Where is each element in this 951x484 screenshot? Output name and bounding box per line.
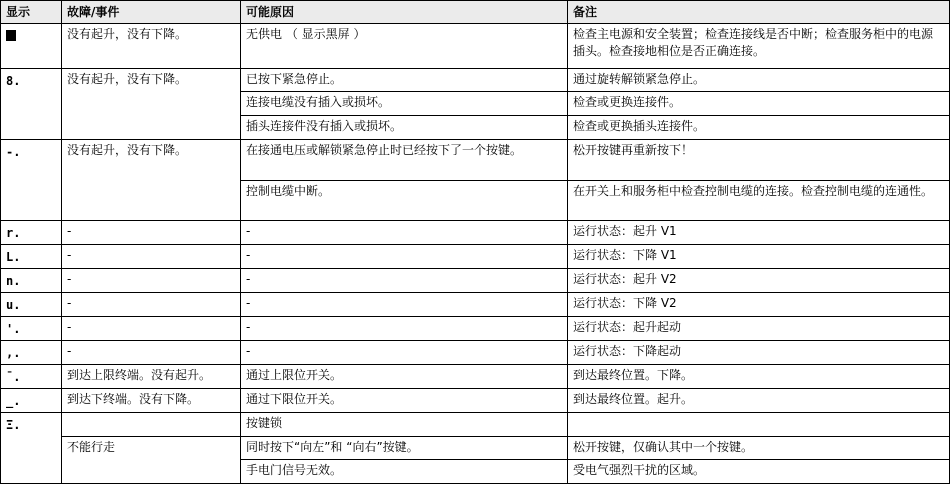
cause-cell: 同时按下“向左”和 “向右”按键。 [241, 437, 568, 460]
cause-cell: - [241, 221, 568, 245]
display-cell [1, 269, 62, 293]
display-symbol: ¯. [6, 370, 21, 384]
event-cell: - [62, 221, 241, 245]
event-cell: - [62, 293, 241, 317]
display-cell [1, 341, 62, 365]
note-cell: 运行状态：下降 V1 [568, 245, 950, 269]
table-row [1, 24, 950, 69]
note-cell: 松开按键再重新按下！ [568, 140, 950, 181]
display-symbol: '. [6, 322, 21, 336]
note-cell: 运行状态：起升起动 [568, 317, 950, 341]
cause-cell: 控制电缆中断。 [241, 181, 568, 221]
header-event: 故障/事件 [62, 1, 241, 24]
note-cell: 通过旋转解锁紧急停止。 [568, 69, 950, 92]
note-cell: 运行状态：下降 V2 [568, 293, 950, 317]
display-cell [1, 24, 62, 69]
table-row [1, 341, 950, 365]
display-symbol: n. [6, 274, 21, 288]
header-cause: 可能原因 [241, 1, 568, 24]
event-cell: 不能行走 [62, 437, 241, 484]
display-symbol: 8. [6, 74, 21, 88]
note-cell: 运行状态：起升 V1 [568, 221, 950, 245]
note-cell: 在开关上和服务柜中检查控制电缆的连接。检查控制电缆的连通性。 [568, 181, 950, 221]
event-cell: 到达上限终端。没有起升。 [62, 365, 241, 389]
event-cell: - [62, 269, 241, 293]
cause-cell: 在接通电压或解锁紧急停止时已经按下了一个按键。 [241, 140, 568, 181]
display-symbol: r. [6, 226, 21, 240]
note-cell: 运行状态：起升 V2 [568, 269, 950, 293]
event-cell: - [62, 317, 241, 341]
cause-cell: 已按下紧急停止。 [241, 69, 568, 92]
display-black-block-icon [6, 30, 16, 41]
note-cell: 检查主电源和安全装置；检查连接线是否中断；检查服务柜中的电源插头。检查接地相位是否正确连接。 [568, 24, 950, 69]
event-cell: - [62, 341, 241, 365]
cause-cell: - [241, 341, 568, 365]
note-cell: 受电气强烈干扰的区域。 [568, 460, 950, 484]
cause-cell: 连接电缆没有插入或损坏。 [241, 92, 568, 116]
display-symbol: u. [6, 298, 21, 312]
table-row [1, 389, 950, 413]
event-cell: 到达下终端。没有下降。 [62, 389, 241, 413]
note-cell: 检查或更换连接件。 [568, 92, 950, 116]
note-cell: 松开按键，仅确认其中一个按键。 [568, 437, 950, 460]
display-cell [1, 221, 62, 245]
display-symbol: ,. [6, 346, 21, 360]
event-cell: 没有起升，没有下降。 [62, 140, 241, 221]
cause-cell: 按键锁 [241, 413, 568, 437]
table-row [1, 365, 950, 389]
display-cell [1, 293, 62, 317]
event-cell: 没有起升，没有下降。 [62, 24, 241, 69]
header-display: 显示 [1, 1, 62, 24]
cause-cell: - [241, 269, 568, 293]
table-row [1, 221, 950, 245]
cause-cell: - [241, 317, 568, 341]
table-row [1, 269, 950, 293]
display-cell [1, 245, 62, 269]
cause-cell: 通过上限位开关。 [241, 365, 568, 389]
table-row [1, 317, 950, 341]
display-cell [1, 365, 62, 389]
display-cell [1, 317, 62, 341]
note-cell: 检查或更换插头连接件。 [568, 116, 950, 140]
cause-cell: - [241, 245, 568, 269]
display-cell [1, 140, 62, 221]
cause-cell: 插头连接件没有插入或损坏。 [241, 116, 568, 140]
display-cell [1, 389, 62, 413]
note-cell: 到达最终位置。下降。 [568, 365, 950, 389]
header-note: 备注 [568, 1, 950, 24]
display-cell [1, 69, 62, 140]
table-row [1, 69, 950, 92]
note-cell [568, 413, 950, 437]
cause-cell: - [241, 293, 568, 317]
cause-cell: 无供电 （ 显示黑屏 ） [241, 24, 568, 69]
table-row [1, 413, 950, 437]
table-row [1, 245, 950, 269]
display-symbol: L. [6, 250, 21, 264]
cause-cell: 手电门信号无效。 [241, 460, 568, 484]
event-cell: - [62, 245, 241, 269]
table-row [1, 293, 950, 317]
table-row [1, 140, 950, 181]
event-cell [62, 413, 241, 437]
header-row [1, 1, 950, 24]
display-symbol: -. [6, 145, 21, 159]
event-cell: 没有起升，没有下降。 [62, 69, 241, 140]
display-symbol: Ξ. [6, 418, 21, 432]
display-cell [1, 413, 62, 484]
cause-cell: 通过下限位开关。 [241, 389, 568, 413]
note-cell: 到达最终位置。起升。 [568, 389, 950, 413]
note-cell: 运行状态：下降起动 [568, 341, 950, 365]
table-row [1, 437, 950, 460]
display-symbol: _. [6, 394, 21, 408]
